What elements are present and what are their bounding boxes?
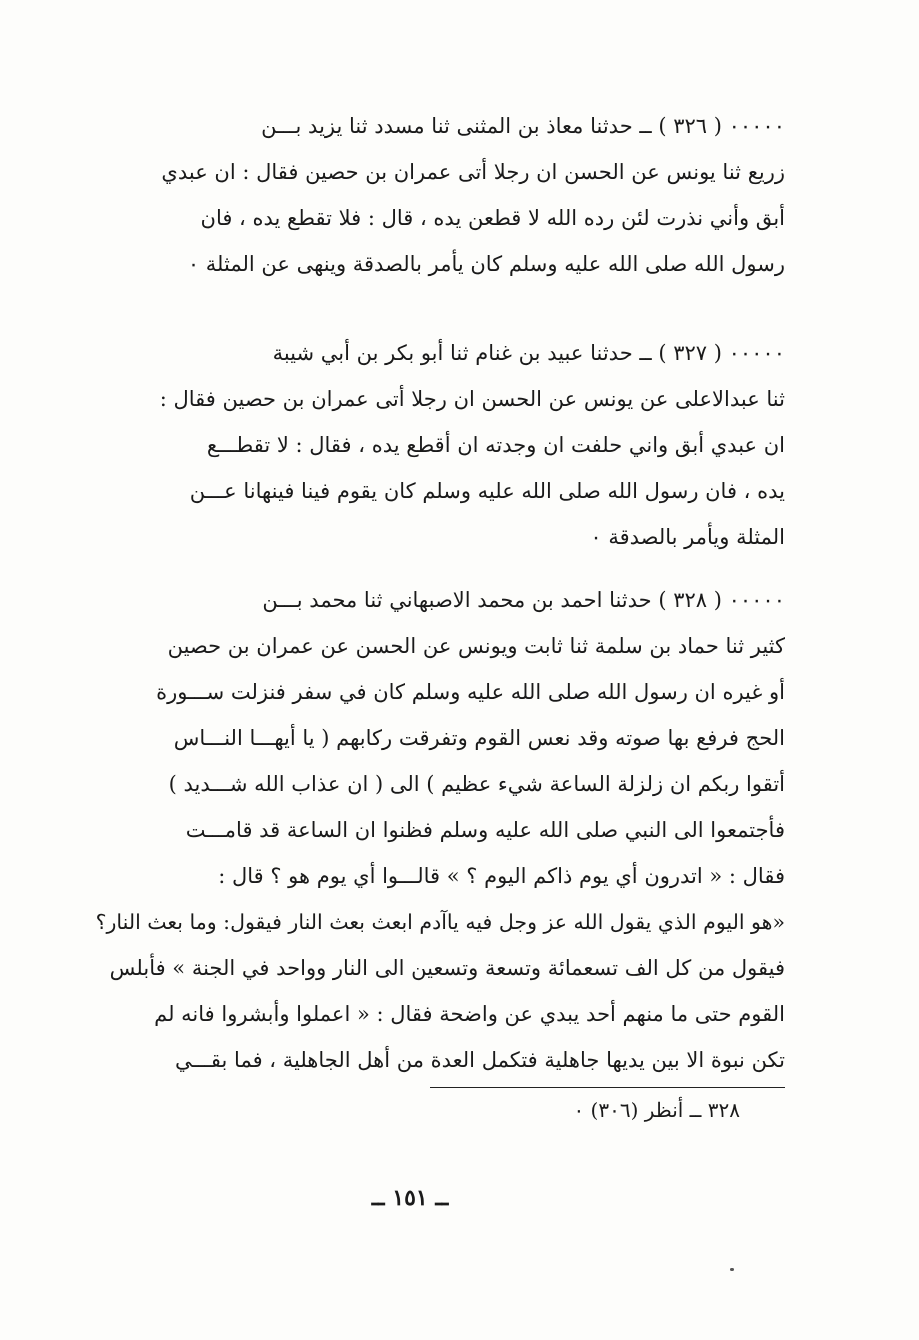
text-line: المثلة ويأمر بالصدقة ٠ [590,525,785,549]
text-line: ٠٠٠٠٠ ( ٣٢٧ ) ــ حدثنا عبيد بن غنام ثنا أبو بكر بن أبي شيبة [272,341,785,365]
text-line: زريع ثنا يونس عن الحسن ان رجلا أتى عمران بن حصين فقال : ان عبدي [161,160,785,184]
text-line: ثنا عبدالاعلى عن يونس عن الحسن ان رجلا أتى عمران بن حصين فقال : [159,387,785,411]
text-line: كثير ثنا حماد بن سلمة ثنا ثابت ويونس عن الحسن عن عمران بن حصين [167,634,785,658]
hadith-328 [80,577,785,1083]
text-line: ٠٠٠٠٠ ( ٣٢٦ ) ــ حدثنا معاذ بن المثنى ثنا مسدد ثنا يزيد بـــن [261,114,785,138]
scan-speck [730,1268,734,1271]
text-line: فقال : « اتدرون أي يوم ذاكم اليوم ؟ » قالـــوا أي يوم هو ؟ قال : [218,864,785,888]
text-line: أبق وأني نذرت لئن رده الله لا قطعن يده ، قال : فلا تقطع يده ، فان [200,206,785,230]
text-line: فيقول من كل الف تسعمائة وتسعة وتسعين الى النار وواحد في الجنة » فأبلس [109,956,785,980]
text-line: تكن نبوة الا بين يديها جاهلية فتكمل العدة من أهل الجاهلية ، فما بقـــي [174,1048,785,1072]
text-line: أو غيره ان رسول الله صلى الله عليه وسلم كان في سفر فنزلت ســـورة [156,680,785,704]
text-line: رسول الله صلى الله عليه وسلم كان يأمر بالصدقة وينهى عن المثلة ٠ [187,252,785,276]
text-line: يده ، فان رسول الله صلى الله عليه وسلم كان يقوم فينا فينهانا عـــن [189,479,785,503]
text-line: «هو اليوم الذي يقول الله عز وجل فيه ياآدم ابعث بعث النار فيقول: وما بعث النار؟ [95,910,785,934]
hadith-326 [80,103,785,287]
text-line: الحج فرفع بها صوته وقد نعس القوم وتفرقت ركابهم ( يا أيهـــا النـــاس [173,726,785,750]
text-line: فأجتمعوا الى النبي صلى الله عليه وسلم فظنوا ان الساعة قد قامـــت [185,818,785,842]
text-line: أتقوا ربكم ان زلزلة الساعة شيء عظيم ) الى ( ان عذاب الله شـــديد ) [168,772,785,796]
text-line: ان عبدي أبق واني حلفت ان وجدته ان أقطع يده ، فقال : لا تقطـــع [206,433,785,457]
footnote: ٣٢٨ ــ أنظر (٣٠٦) ٠ [573,1098,740,1122]
footnote-divider [430,1087,785,1088]
page-number: ــ ١٥١ ــ [371,1185,449,1211]
text-line: القوم حتى ما منهم أحد يبدي عن واضحة فقال : « اعملوا وأبشروا فانه لم [154,1002,785,1026]
text-line: ٠٠٠٠٠ ( ٣٢٨ ) حدثنا احمد بن محمد الاصبهاني ثنا محمد بـــن [262,588,785,612]
hadith-327 [80,330,785,560]
